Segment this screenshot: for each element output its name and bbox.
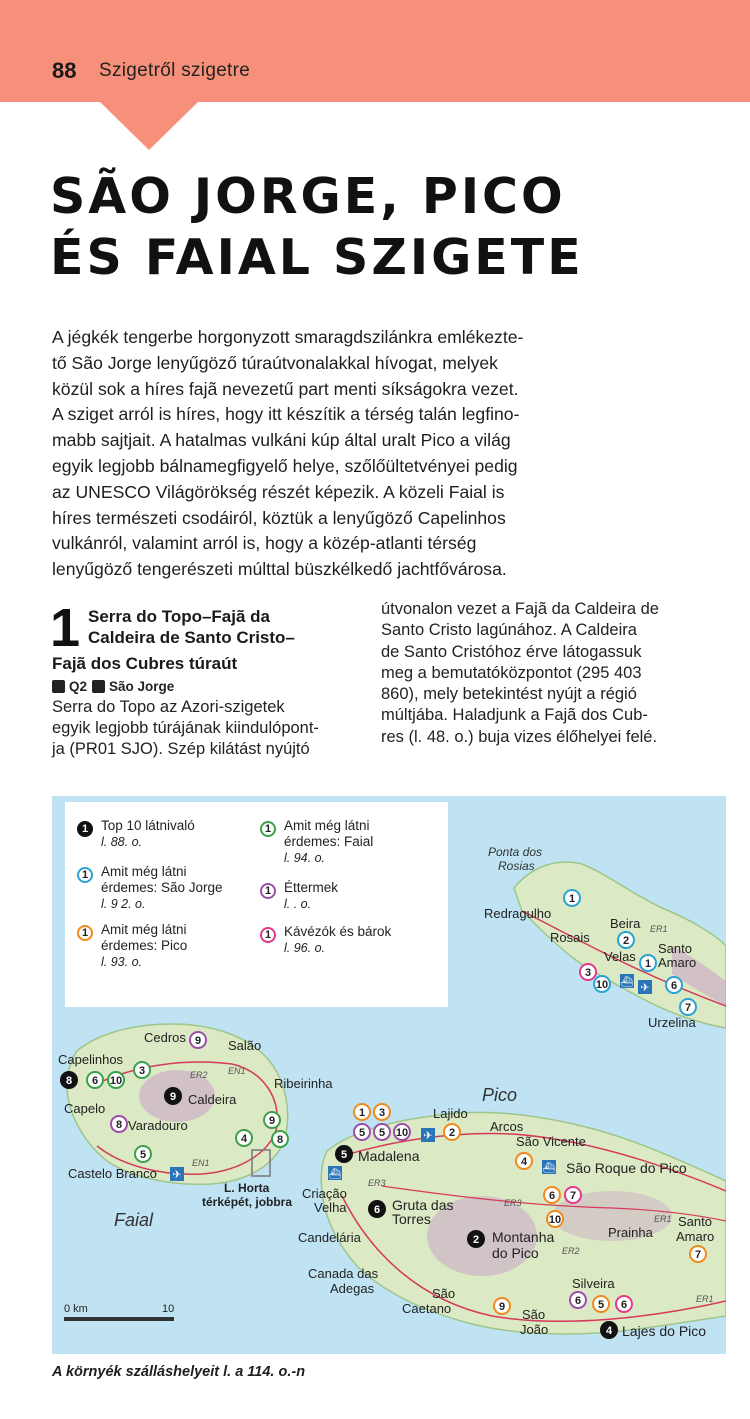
legend-item-pico (77, 922, 252, 970)
svg-text:2: 2 (622, 935, 630, 947)
place-label: do Pico (492, 1245, 539, 1261)
legend-label: Amit még látni érdemes: Faial (284, 818, 374, 849)
intro-line: mabb sajtjait. A hatalmas vulkáni kúp által uralt Pico a világ (52, 430, 511, 451)
marker-restaurant (111, 1116, 127, 1132)
section-title: Szigetről szigetre (99, 60, 251, 81)
legend-item-top10 (77, 818, 227, 850)
road-label: EN1 (228, 1066, 246, 1076)
svg-text:10: 10 (548, 1214, 562, 1226)
footer-note: A környék szálláshelyeit l. a 114. o.-n (52, 1364, 306, 1380)
road-label: ER2 (562, 1246, 580, 1256)
ferry-icon (328, 1166, 342, 1180)
place-label: térképét, jobbra (202, 1195, 293, 1209)
marker-pico (690, 1246, 706, 1262)
place-label: Madalena (358, 1148, 420, 1164)
marker-faial (135, 1146, 151, 1162)
marker-pico (544, 1187, 560, 1203)
text-line: egyik legjobb túrájának kiindulópont- (52, 719, 319, 737)
marker-cafe (616, 1296, 632, 1312)
svg-text:6: 6 (670, 980, 678, 992)
island-icon (92, 680, 105, 693)
svg-text:9: 9 (169, 1091, 177, 1103)
text-line: Santo Cristo lagúnához. A Caldeira (381, 621, 637, 640)
svg-text:3: 3 (138, 1065, 146, 1077)
intro-line: A sziget arról is híres, hogy itt készítik a térség talán legfino- (52, 404, 520, 425)
marker-restaurant (394, 1124, 410, 1140)
place-label: Arcos (490, 1119, 524, 1134)
svg-text:5: 5 (340, 1149, 348, 1161)
header-arrow (100, 102, 198, 150)
svg-text:✈: ✈ (640, 982, 650, 994)
place-label: Ribeirinha (274, 1076, 333, 1091)
svg-text:7: 7 (684, 1002, 692, 1014)
title-line-2: ÉS FAIAL SZIGETE (50, 229, 584, 286)
legend-label: Kávézók és bárok (284, 924, 392, 939)
text-line: res (l. 48. o.) buja vizes élőhelyei felé. (381, 727, 658, 746)
svg-text:4: 4 (605, 1325, 613, 1337)
airport-icon (421, 1128, 435, 1142)
road-label: ER1 (650, 924, 668, 934)
title-line-1: SÃO JORGE, PICO (50, 168, 566, 225)
place-label: Amaro (676, 1229, 715, 1244)
svg-text:6: 6 (548, 1190, 556, 1202)
sea-label: Ponta dos (488, 845, 543, 859)
marker-sj (640, 955, 656, 971)
ferry-icon (620, 974, 634, 988)
place-label: Redragulho (484, 906, 552, 921)
place-label: Lajido (433, 1106, 468, 1121)
intro-line: A jégkék tengerbe horgonyzott smaragdszilánkra emlékezte- (52, 327, 524, 347)
map-legend (65, 802, 448, 1007)
place-label: Canada das (308, 1266, 379, 1281)
legend-ref: l. . o. (284, 897, 312, 911)
place-label: Velha (314, 1200, 347, 1215)
svg-text:10: 10 (595, 979, 609, 991)
svg-text:1: 1 (568, 893, 576, 905)
cafe-marker-icon: 1 (260, 927, 276, 943)
island-map (52, 796, 726, 1354)
grid-ref: Q2 (69, 679, 88, 694)
place-label: Gruta das (392, 1197, 454, 1213)
svg-text:⛴: ⛴ (328, 1169, 342, 1180)
header-band (0, 0, 750, 102)
marker-pico (494, 1298, 510, 1314)
road-label: ER1 (654, 1214, 672, 1224)
marker-pico (516, 1153, 532, 1169)
place-label: Santo (678, 1214, 712, 1229)
legend-ref: l. 96. o. (284, 941, 325, 955)
intro-line: vulkánról, valamint arról is, hogy a közép-atlanti térség (52, 533, 477, 554)
place-label: São (522, 1307, 546, 1322)
legend-item-restaurants (260, 880, 435, 912)
legend-item-cafes (260, 924, 440, 956)
svg-text:4: 4 (240, 1133, 248, 1145)
intro-line: tő São Jorge lenyűgöző túraútvonalakkal hívogat, melyek (52, 352, 498, 373)
svg-text:5: 5 (358, 1127, 366, 1139)
svg-text:1: 1 (644, 958, 652, 970)
airport-icon (638, 980, 652, 994)
island-label-faial: Faial (114, 1210, 154, 1230)
marker-faial (108, 1072, 124, 1088)
svg-text:10: 10 (109, 1075, 123, 1087)
text-line: 860), mely betekintést nyújt a régió (381, 685, 637, 704)
place-label: Santo (658, 941, 692, 956)
place-label: Silveira (572, 1276, 615, 1291)
place-label: L. Horta (224, 1181, 270, 1195)
legend-ref: l. 94. o. (284, 851, 325, 865)
entry-text-col2 (381, 599, 711, 748)
marker-top10 (467, 1230, 485, 1248)
place-label: São Vicente (516, 1134, 586, 1149)
marker-pico (444, 1124, 460, 1140)
place-label: Salão (228, 1038, 262, 1053)
text-line: meg a bemutatóközpontot (295 403 (381, 663, 642, 682)
marker-restaurant (580, 964, 596, 980)
svg-text:✈: ✈ (423, 1130, 433, 1142)
marker-top10 (335, 1145, 353, 1163)
svg-text:3: 3 (584, 967, 592, 979)
marker-sj (594, 976, 610, 992)
scale-start: 0 km (64, 1303, 88, 1315)
svg-text:2: 2 (472, 1234, 480, 1246)
place-label: Torres (392, 1211, 431, 1227)
svg-text:7: 7 (569, 1190, 577, 1202)
intro-line: az UNESCO Világörökség részét képezik. A közeli Faial is (52, 481, 505, 502)
marker-faial (87, 1072, 103, 1088)
faial-marker-icon: 1 (260, 821, 276, 837)
svg-text:6: 6 (574, 1295, 582, 1307)
svg-text:9: 9 (194, 1035, 202, 1047)
svg-text:8: 8 (115, 1119, 123, 1131)
place-label: Caetano (402, 1301, 452, 1316)
marker-pico (593, 1296, 609, 1312)
text-line: Serra do Topo az Azori-szigetek (52, 698, 285, 716)
scale-bar (64, 1317, 174, 1321)
place-label: Rosais (550, 930, 590, 945)
top10-marker-icon: 1 (77, 821, 93, 837)
road-label: ER3 (504, 1198, 522, 1208)
marker-top10 (60, 1071, 78, 1089)
text-line: múltjába. Haladjunk a Fajã dos Cub- (381, 706, 648, 725)
legend-item-sao-jorge (77, 864, 252, 912)
legend-label: Amit még látni érdemes: São Jorge (101, 864, 223, 895)
marker-pico (374, 1104, 390, 1120)
svg-text:5: 5 (597, 1299, 605, 1311)
place-label: Beira (610, 916, 641, 931)
svg-text:7: 7 (694, 1249, 702, 1261)
svg-text:5: 5 (378, 1127, 386, 1139)
place-label: Capelinhos (58, 1052, 124, 1067)
text-line: de Santo Cristóhoz érve látogassuk (381, 642, 642, 661)
marker-restaurant (190, 1032, 206, 1048)
marker-faial (264, 1112, 280, 1128)
entry-text-col1 (52, 697, 352, 760)
svg-text:8: 8 (65, 1075, 73, 1087)
entry-heading-line: Serra do Topo–Fajã da (88, 607, 271, 626)
entry-heading-line: Caldeira de Santo Cristo– (88, 628, 295, 647)
marker-pico (547, 1211, 563, 1227)
marker-pico (354, 1104, 370, 1120)
airport-icon (170, 1167, 184, 1181)
page-number: 88 (52, 58, 77, 83)
marker-restaurant (374, 1124, 390, 1140)
intro-line: híres természeti csodáiról, köztük a lenyűgöző Capelinhos (52, 507, 506, 528)
svg-text:1: 1 (358, 1107, 366, 1119)
map-pin-icon (52, 680, 65, 693)
marker-faial (272, 1131, 288, 1147)
marker-restaurant (570, 1292, 586, 1308)
legend-ref: l. 9 2. o. (101, 897, 146, 911)
place-label: Varadouro (128, 1118, 188, 1133)
road-label: ER1 (696, 1294, 714, 1304)
place-label: Candelária (298, 1230, 361, 1245)
place-label: Adegas (330, 1281, 375, 1296)
svg-text:8: 8 (276, 1134, 284, 1146)
marker-faial (134, 1062, 150, 1078)
sao-jorge-marker-icon: 1 (77, 867, 93, 883)
svg-text:6: 6 (373, 1204, 381, 1216)
ferry-icon (542, 1160, 556, 1174)
sea-label: Rosias (498, 859, 535, 873)
island-name: São Jorge (109, 679, 175, 694)
entry-number: 1 (50, 598, 81, 658)
legend-item-faial (260, 818, 435, 866)
svg-text:2: 2 (448, 1127, 456, 1139)
road-label: ER3 (368, 1178, 386, 1188)
road-label: ER2 (190, 1070, 208, 1080)
svg-text:9: 9 (268, 1115, 276, 1127)
place-label: Caldeira (188, 1092, 237, 1107)
marker-sj (564, 890, 580, 906)
marker-sj (618, 932, 634, 948)
entry-meta (52, 679, 174, 694)
place-label: São (432, 1286, 456, 1301)
place-label: João (520, 1322, 549, 1337)
page-title (50, 166, 584, 288)
svg-text:⛴: ⛴ (620, 977, 634, 988)
svg-text:6: 6 (620, 1299, 628, 1311)
intro-line: lenyűgöző tengerészeti múlttal büszkélkedő jachtfővárosa. (52, 559, 507, 580)
marker-restaurant (354, 1124, 370, 1140)
svg-text:✈: ✈ (172, 1169, 182, 1181)
entry-heading-line: Fajã dos Cubres túraút (52, 654, 238, 673)
svg-text:10: 10 (395, 1127, 409, 1139)
legend-label: Amit még látni érdemes: Pico (101, 922, 188, 953)
legend-ref: l. 93. o. (101, 955, 142, 969)
place-label: Velas (604, 949, 636, 964)
place-label: Castelo Branco (68, 1166, 157, 1181)
place-label: Criação (302, 1186, 347, 1201)
text-line: ja (PR01 SJO). Szép kilátást nyújtó (52, 740, 310, 758)
marker-top10 (600, 1321, 618, 1339)
marker-top10 (164, 1087, 182, 1105)
place-label: Prainha (608, 1225, 653, 1240)
legend-label: Top 10 látnivaló (101, 818, 195, 833)
intro-line: közül sok a híres fajã nevezetű part menti síkságokra vezet. (52, 378, 519, 399)
legend-label: Éttermek (284, 880, 339, 895)
place-label: Cedros (144, 1030, 186, 1045)
restaurant-marker-icon: 1 (260, 883, 276, 899)
svg-text:3: 3 (378, 1107, 386, 1119)
place-label: Montanha (492, 1229, 555, 1245)
pico-marker-icon: 1 (77, 925, 93, 941)
place-label: Amaro (658, 955, 697, 970)
scale-end: 10 (162, 1303, 175, 1315)
island-label-pico: Pico (482, 1085, 518, 1105)
svg-text:9: 9 (498, 1301, 506, 1313)
marker-sj (680, 999, 696, 1015)
entry-heading (88, 606, 295, 648)
marker-sj (666, 977, 682, 993)
svg-text:6: 6 (91, 1075, 99, 1087)
marker-top10 (368, 1200, 386, 1218)
legend-ref: l. 88. o. (101, 835, 142, 849)
place-label: Urzelina (648, 1015, 696, 1030)
svg-text:4: 4 (520, 1156, 528, 1168)
place-label: São Roque do Pico (566, 1160, 687, 1176)
road-label: EN1 (192, 1158, 210, 1168)
svg-text:⛴: ⛴ (542, 1163, 556, 1174)
place-label: Lajes do Pico (622, 1323, 707, 1339)
marker-cafe (565, 1187, 581, 1203)
marker-faial (236, 1130, 252, 1146)
intro-line: egyik legjobb bálnamegfigyelő helye, szőlőültetvényei pedig (52, 455, 518, 476)
intro-paragraph (52, 325, 612, 583)
place-label: Capelo (64, 1101, 106, 1116)
text-line: útvonalon vezet a Fajã da Caldeira de (381, 600, 659, 618)
svg-text:5: 5 (139, 1149, 147, 1161)
